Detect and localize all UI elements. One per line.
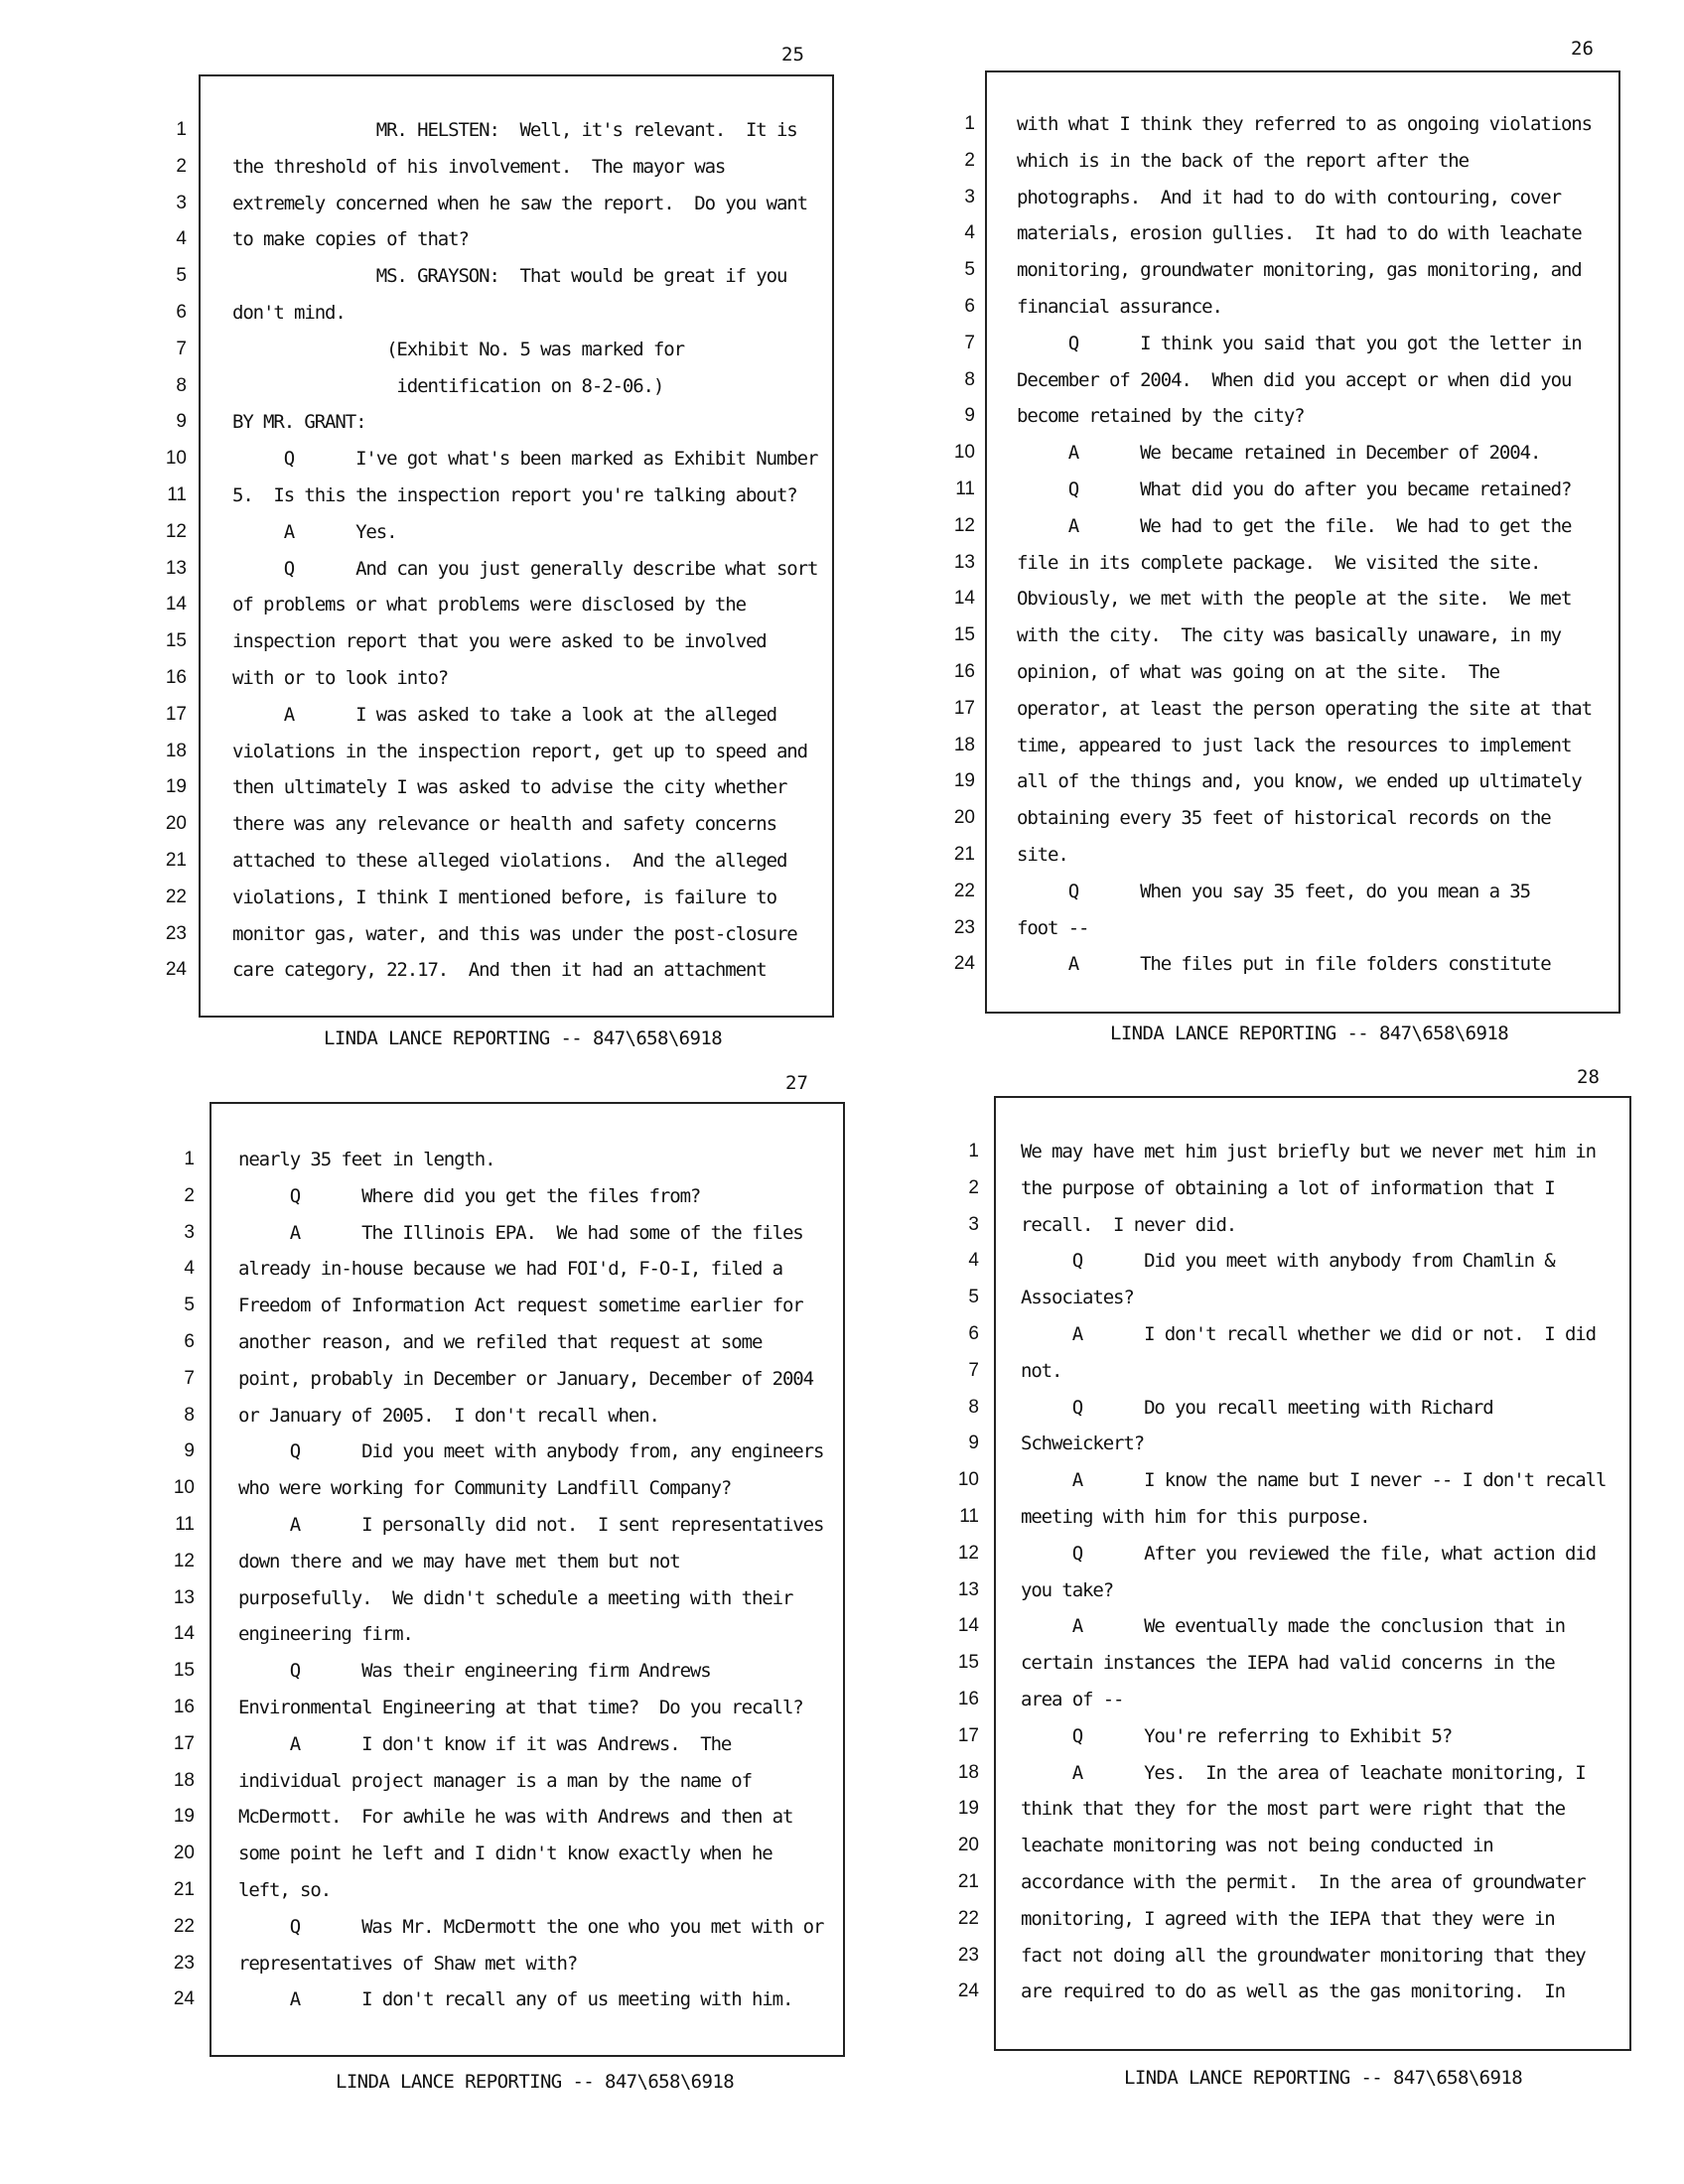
line-number: 19 [165,776,187,798]
line-number: 7 [176,338,187,359]
line-number: 7 [964,332,975,353]
transcript-line: time, appeared to just lack the resources to implement [1017,734,1572,756]
transcript-line: Environmental Engineering at that time? Do you recall? [238,1696,803,1718]
transcript-line: Q Was their engineering firm Andrews [238,1660,711,1683]
line-number: 17 [173,1732,195,1754]
transcript-line: Q And can you just generally describe what sort [232,557,818,580]
transcript-line: 5. Is this the inspection report you're talking about? [232,483,797,506]
line-number: 20 [953,807,975,829]
transcript-line: leachate monitoring was not being conducted in [1021,1835,1493,1857]
line-number: 3 [184,1221,195,1243]
line-number: 10 [957,1469,979,1491]
transcript-line: accordance with the permit. In the area of groundwater [1021,1870,1586,1893]
line-number: 7 [968,1359,979,1381]
line-number: 19 [953,770,975,792]
line-number: 11 [175,1513,195,1535]
line-number: 21 [173,1878,195,1900]
line-number: 15 [165,630,187,652]
transcript-line: certain instances the IEPA had valid concerns in the [1021,1652,1555,1675]
transcript-line: monitor gas, water, and this was under the post-closure [232,922,797,945]
reporter-footer: LINDA LANCE REPORTING -- 847\658\6918 [336,2071,735,2093]
transcript-line: A I don't recall any of us meeting with him. [238,1988,793,2011]
line-number: 1 [176,119,187,140]
line-number: 1 [964,113,975,134]
transcript-line: representatives of Shaw met with? [238,1952,578,1975]
line-number: 6 [964,295,975,317]
line-number: 4 [964,222,975,244]
transcript-line: Obviously, we met with the people at the site. We met [1017,588,1572,611]
transcript-line: Schweickert? [1021,1433,1145,1455]
transcript-line: extremely concerned when he saw the report. Do you want [232,192,807,214]
line-number: 4 [184,1258,195,1280]
transcript-line: MS. GRAYSON: That would be great if you [232,265,787,288]
transcript-line: McDermott. For awhile he was with Andrews and then at [238,1806,793,1829]
line-number: 7 [184,1367,195,1389]
line-number: 9 [964,405,975,427]
transcript-line: Q Where did you get the files from? [238,1184,701,1207]
line-number: 13 [165,557,187,579]
transcript-line: A The Illinois EPA. We had some of the files [238,1221,803,1244]
line-number: 2 [176,155,187,177]
transcript-line: then ultimately I was asked to advise the city whether [232,776,787,799]
line-number: 2 [184,1184,195,1206]
page-number: 25 [781,44,804,66]
transcript-line: monitoring, I agreed with the IEPA that they were in [1021,1907,1555,1930]
line-number: 24 [953,953,975,975]
transcript-line: A I personally did not. I sent representatives [238,1513,824,1536]
transcript-line: A I know the name but I never -- I don't recall [1021,1469,1607,1492]
transcript-lines [1021,1134,1626,2010]
line-number: 24 [173,1988,195,2010]
line-number: 22 [957,1907,979,1929]
line-number: 9 [184,1440,195,1462]
transcript-line: opinion, of what was going on at the site. The [1017,660,1499,683]
transcript-line: foot -- [1017,916,1089,939]
line-number-column [155,1142,195,2018]
transcript-line: which is in the back of the report after the [1017,149,1469,172]
line-number: 5 [968,1287,979,1308]
line-number: 8 [964,368,975,390]
line-number: 14 [953,588,975,610]
transcript-line: there was any relevance or health and safety concerns [232,813,776,836]
line-number: 5 [964,259,975,281]
transcript-line: purposefully. We didn't schedule a meeting with their [238,1586,793,1609]
line-number: 16 [173,1696,195,1717]
line-number: 13 [173,1586,195,1608]
line-number: 2 [968,1176,979,1198]
transcript-line: all of the things and, you know, we ended up ultimately [1017,770,1582,793]
line-number: 24 [165,959,187,981]
page-number: 28 [1577,1066,1600,1088]
transcript-line: (Exhibit No. 5 was marked for [232,338,684,360]
transcript-line: identification on 8-2-06.) [232,374,664,397]
line-number: 4 [176,228,187,250]
transcript-line: Associates? [1021,1287,1134,1309]
line-number: 9 [176,411,187,433]
line-number: 11 [959,1505,979,1527]
page-number: 27 [785,1072,808,1094]
transcript-line: inspection report that you were asked to be involved [232,630,767,653]
transcript-line: Q Did you meet with anybody from, any engineers [238,1440,824,1463]
transcript-line: think that they for the most part were right that the [1021,1798,1565,1821]
line-number: 18 [165,740,187,761]
transcript-line: Q You're referring to Exhibit 5? [1021,1724,1453,1747]
transcript-line: BY MR. GRANT: [232,411,366,434]
transcript-line: individual project manager is a man by the name of [238,1769,752,1792]
line-number: 12 [173,1550,195,1571]
transcript-line: Q What did you do after you became retained? [1017,478,1572,500]
line-number: 21 [957,1870,979,1892]
transcript-lines [232,112,828,989]
transcript-line: care category, 22.17. And then it had an attachment [232,959,767,982]
line-number: 11 [167,483,187,505]
line-number: 14 [957,1615,979,1637]
line-number: 17 [953,697,975,719]
transcript-line: financial assurance. [1017,295,1222,318]
transcript-line: We may have met him just briefly but we never met him in [1021,1141,1596,1162]
line-number: 13 [957,1578,979,1600]
transcript-line: Freedom of Information Act request sometime earlier for [238,1295,803,1317]
transcript-line: violations, I think I mentioned before, is failure to [232,886,776,908]
transcript-lines [238,1142,839,2018]
line-number: 23 [165,922,187,944]
line-number: 20 [165,813,187,835]
line-number: 1 [968,1141,979,1161]
line-number: 3 [964,186,975,207]
transcript-line: Q I've got what's been marked as Exhibit Number [232,448,818,471]
transcript-line: of problems or what problems were disclosed by the [232,594,746,616]
line-number: 21 [953,843,975,865]
line-number: 12 [165,520,187,542]
transcript-line: the threshold of his involvement. The mayor was [232,155,726,178]
page-number: 26 [1571,38,1594,60]
transcript-line: obtaining every 35 feet of historical records on the [1017,807,1551,830]
transcript-line: Q When you say 35 feet, do you mean a 35 [1017,880,1530,902]
transcript-line: or January of 2005. I don't recall when. [238,1404,659,1427]
transcript-line: violations in the inspection report, get up to speed and [232,740,807,762]
line-number: 8 [184,1404,195,1426]
transcript-line: A Yes. In the area of leachate monitoring, I [1021,1761,1586,1784]
line-number: 16 [957,1688,979,1709]
transcript-line: A Yes. [232,520,397,543]
transcript-line: don't mind. [232,301,346,324]
line-number: 3 [968,1213,979,1235]
transcript-line: another reason, and we refiled that request at some [238,1330,763,1353]
transcript-line: Q I think you said that you got the letter in [1017,332,1582,354]
line-number: 10 [173,1477,195,1499]
line-number: 6 [968,1322,979,1344]
line-number-column [939,1134,979,2010]
line-number: 19 [173,1806,195,1828]
line-number: 17 [165,703,187,725]
transcript-line: A I don't recall whether we did or not. I did [1021,1322,1596,1345]
transcript-line: become retained by the city? [1017,405,1305,428]
transcript-line: A I was asked to take a look at the alleged [232,703,776,726]
line-number: 8 [176,374,187,396]
transcript-line: already in-house because we had FOI'd, F-O-I, filed a [238,1258,782,1281]
transcript-line: A I don't know if it was Andrews. The [238,1732,732,1755]
line-number: 23 [953,916,975,938]
transcript-line: recall. I never did. [1021,1213,1237,1236]
line-number: 21 [165,849,187,871]
transcript-line: Q Did you meet with anybody from Chamlin & [1021,1250,1555,1273]
transcript-line: MR. HELSTEN: Well, it's relevant. It is [232,119,797,141]
transcript-line: not. [1021,1359,1062,1382]
line-number: 10 [953,442,975,464]
line-number: 18 [953,734,975,755]
transcript-page-27 [0,1072,842,2184]
line-number: 24 [957,1980,979,2002]
line-number: 3 [176,192,187,213]
transcript-line: file in its complete package. We visited the site. [1017,551,1541,574]
line-number: 1 [184,1149,195,1169]
line-number: 4 [968,1250,979,1272]
transcript-line: are required to do as well as the gas monitoring. In [1021,1980,1565,2003]
line-number: 17 [957,1724,979,1746]
transcript-line: nearly 35 feet in length. [238,1149,495,1170]
line-number: 14 [173,1623,195,1645]
line-number: 10 [165,448,187,470]
reporter-footer: LINDA LANCE REPORTING -- 847\658\6918 [1124,2067,1523,2089]
transcript-line: you take? [1021,1578,1114,1601]
line-number: 16 [165,666,187,688]
transcript-line: materials, erosion gullies. It had to do with leachate [1017,222,1582,245]
line-number: 6 [176,301,187,323]
line-number: 5 [184,1295,195,1316]
transcript-line: who were working for Community Landfill Company? [238,1477,732,1500]
transcript-line: Q Was Mr. McDermott the one who you met with or [238,1915,824,1938]
transcript-page-26 [842,0,1684,1072]
transcript-line: the purpose of obtaining a lot of information that I [1021,1176,1555,1199]
line-number: 6 [184,1330,195,1352]
line-number: 15 [953,624,975,646]
transcript-line: to make copies of that? [232,228,469,251]
line-number: 12 [957,1542,979,1564]
line-number: 13 [953,551,975,573]
line-number: 22 [173,1915,195,1937]
transcript-line: down there and we may have met them but not [238,1550,680,1572]
transcript-line: point, probably in December or January, December of 2004 [238,1367,813,1390]
line-number: 2 [964,149,975,171]
line-number: 5 [176,265,187,287]
transcript-lines [1017,106,1613,983]
line-number: 18 [173,1769,195,1791]
transcript-line: attached to these alleged violations. And the alleged [232,849,787,872]
transcript-line: A We had to get the file. We had to get the [1017,514,1572,537]
transcript-line: monitoring, groundwater monitoring, gas monitoring, and [1017,259,1582,282]
transcript-line: December of 2004. When did you accept or when did you [1017,368,1572,391]
transcript-line: A We eventually made the conclusion that in [1021,1615,1565,1638]
transcript-line: A The files put in file folders constitute [1017,953,1551,976]
line-number: 18 [957,1761,979,1783]
transcript-page-25 [0,0,842,1072]
transcript-line: operator, at least the person operating the site at that [1017,697,1592,720]
line-number: 12 [953,514,975,536]
line-number-column [935,106,975,983]
transcript-line: engineering firm. [238,1623,413,1646]
line-number: 20 [173,1843,195,1864]
line-number: 15 [957,1652,979,1674]
line-number: 23 [173,1952,195,1974]
transcript-line: site. [1017,843,1068,866]
transcript-line: with the city. The city was basically unaware, in my [1017,624,1561,647]
transcript-line: Q After you reviewed the file, what action did [1021,1542,1596,1565]
transcript-line: fact not doing all the groundwater monitoring that they [1021,1944,1586,1967]
transcript-line: some point he left and I didn't know exactly when he [238,1843,772,1865]
line-number: 19 [957,1798,979,1820]
line-number: 15 [173,1660,195,1682]
line-number: 14 [165,594,187,615]
line-number: 22 [953,880,975,901]
transcript-line: meeting with him for this purpose. [1021,1505,1370,1528]
line-number: 16 [953,660,975,682]
transcript-line: with what I think they referred to as ongoing violations [1017,113,1592,135]
line-number: 8 [968,1396,979,1418]
line-number: 22 [165,886,187,907]
reporter-footer: LINDA LANCE REPORTING -- 847\658\6918 [1110,1023,1509,1044]
transcript-line: area of -- [1021,1688,1124,1710]
transcript-line: photographs. And it had to do with contouring, cover [1017,186,1561,208]
transcript-line: with or to look into? [232,666,449,689]
line-number: 20 [957,1835,979,1856]
line-number: 23 [957,1944,979,1966]
transcript-line: Q Do you recall meeting with Richard [1021,1396,1493,1419]
transcript-line: left, so. [238,1878,332,1901]
line-number-column [147,112,187,989]
line-number: 11 [955,478,975,499]
transcript-line: A We became retained in December of 2004. [1017,442,1541,465]
transcript-page-28 [842,1066,1684,2184]
reporter-footer: LINDA LANCE REPORTING -- 847\658\6918 [324,1027,723,1049]
line-number: 9 [968,1433,979,1454]
